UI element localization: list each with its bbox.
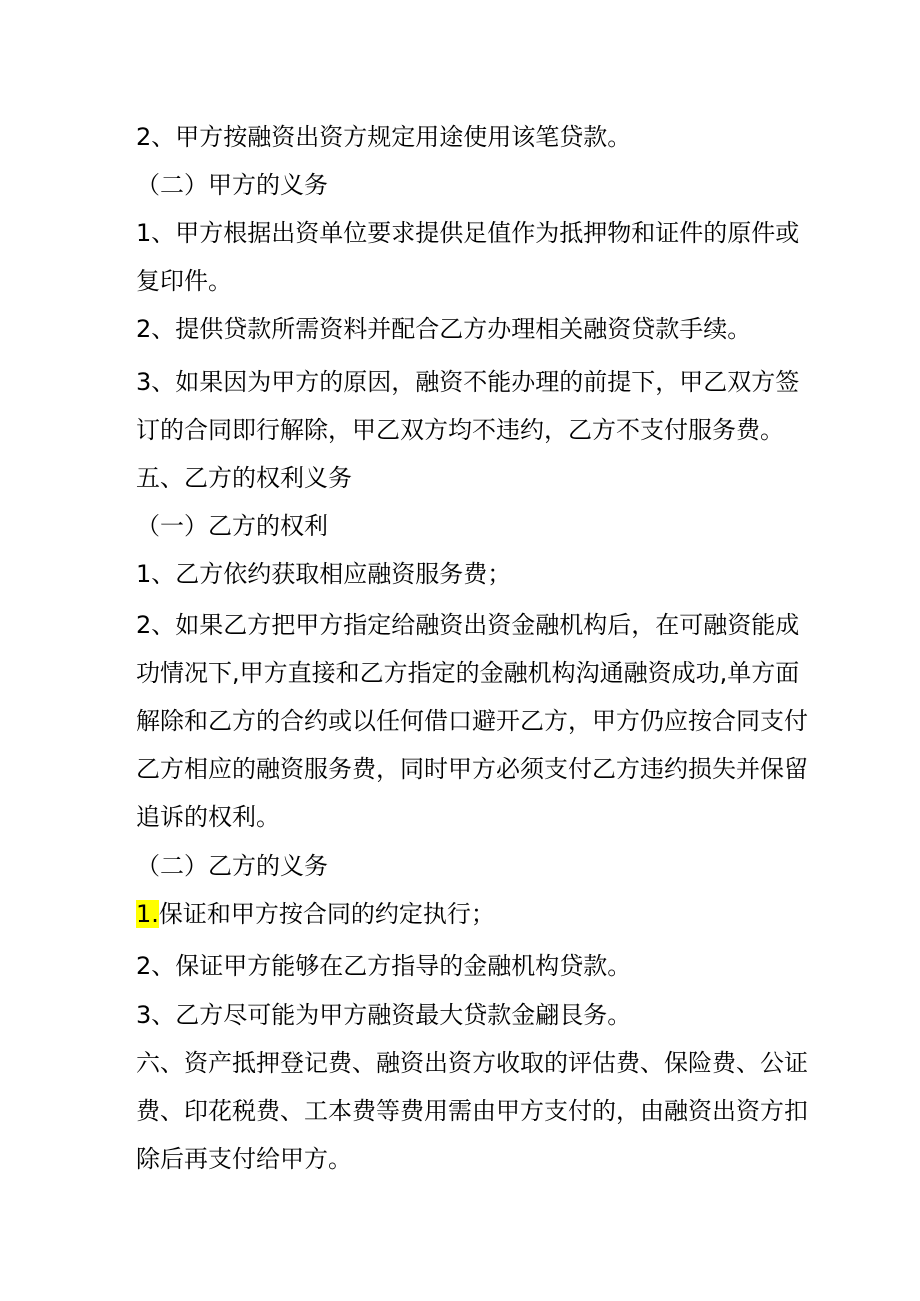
paragraph-line: 2、如果乙方把甲方指定给融资出资金融机构后，在可融资能成	[136, 611, 800, 639]
paragraph-line: 1、乙方依约获取相应融资服务费；	[136, 560, 512, 588]
subsection-heading: （一）乙方的权利	[136, 512, 328, 540]
paragraph-line: 乙方相应的融资服务费，同时甲方必须支付乙方违约损失并保留	[136, 755, 808, 783]
section-heading: 五、乙方的权利义务	[136, 464, 352, 492]
section-heading: 六、资产抵押登记费、融资出资方收取的评估费、保险费、公证	[136, 1049, 808, 1077]
paragraph-line: 3、如果因为甲方的原因，融资不能办理的前提下，甲乙双方签	[136, 368, 800, 396]
paragraph-text: 保证和甲方按合同的约定执行；	[158, 900, 495, 928]
paragraph-line: 除后再支付给甲方。	[136, 1145, 352, 1173]
paragraph-line: 追诉的权利。	[136, 803, 280, 831]
highlighted-number: 1.	[136, 900, 159, 928]
paragraph-line: 功情况下,甲方直接和乙方指定的金融机构沟通融资成功,单方面	[136, 659, 800, 687]
subsection-heading: （二）乙方的义务	[136, 852, 328, 880]
paragraph-line: 2、保证甲方能够在乙方指导的金融机构贷款。	[136, 952, 632, 980]
paragraph-line: 2、甲方按融资出资方规定用途使用该笔贷款。	[136, 123, 632, 151]
subsection-heading: （二）甲方的义务	[136, 171, 328, 199]
paragraph-line: 订的合同即行解除，甲乙双方均不违约，乙方不支付服务费。	[136, 416, 784, 444]
paragraph-line: 复印件。	[136, 267, 232, 295]
paragraph-line: 解除和乙方的合约或以任何借口避开乙方，甲方仍应按合同支付	[136, 707, 808, 735]
paragraph-line	[136, 898, 495, 930]
paragraph-line: 2、提供贷款所需资料并配合乙方办理相关融资贷款手续。	[136, 315, 752, 343]
paragraph-line: 1、甲方根据出资单位要求提供足值作为抵押物和证件的原件或	[136, 219, 800, 247]
paragraph-line: 费、印花税费、工本费等费用需由甲方支付的，由融资出资方扣	[136, 1097, 808, 1125]
paragraph-line: 3、乙方尽可能为甲方融资最大贷款金翩艮务。	[136, 1001, 632, 1029]
